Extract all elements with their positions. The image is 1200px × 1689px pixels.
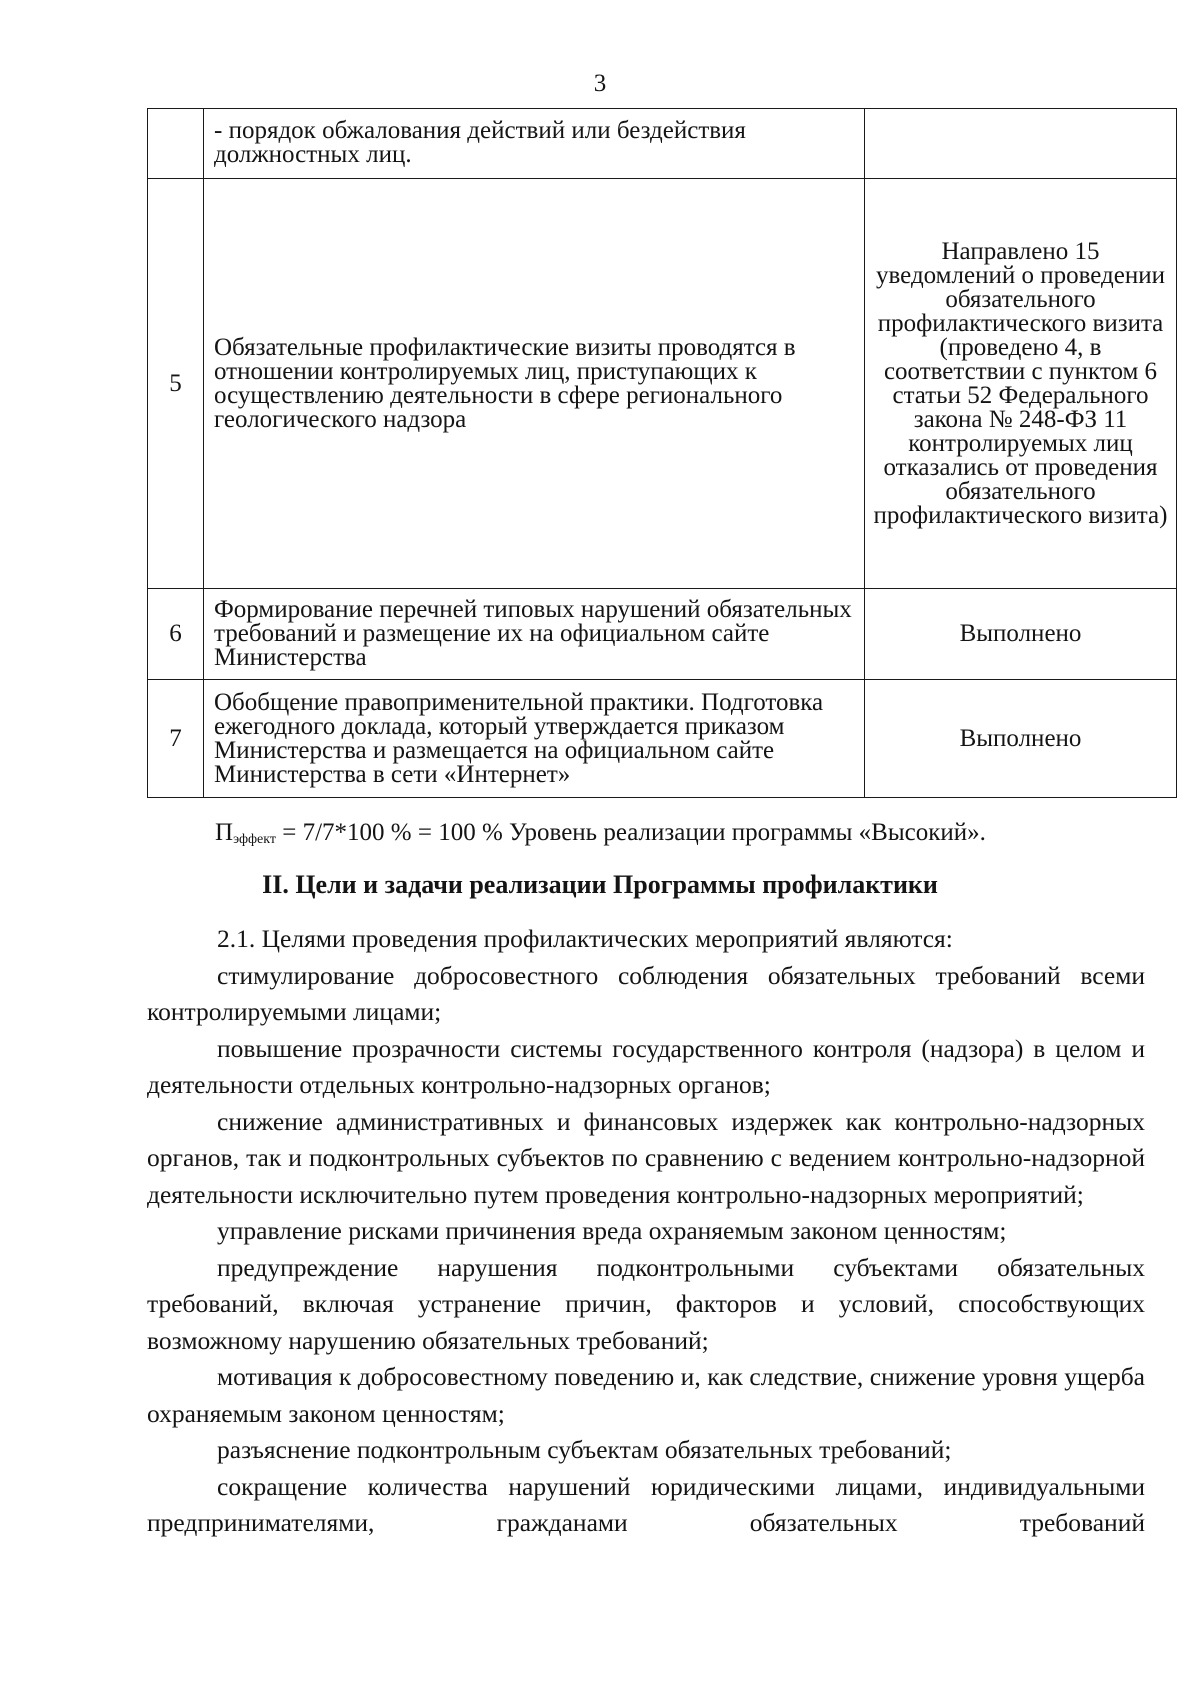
row-number: 5 — [148, 179, 204, 589]
paragraph: повышение прозрачности системы государственного контроля (надзора) в целом и деятельности отдельных контрольно-надзорных органов; — [147, 1033, 1145, 1099]
row-number: 7 — [148, 680, 204, 798]
row-description: Формирование перечней типовых нарушений обязательных требований и размещение их на официальном сайте Министерства — [204, 589, 865, 680]
section-heading: II. Цели и задачи реализации Программы профилактики — [262, 870, 938, 899]
measures-table — [147, 108, 1177, 798]
row-result — [865, 109, 1177, 179]
row-result: Направлено 15 уведомлений о проведении обязательного профилактического визита (проведено 4, в соответствии с пунктом 6 статьи 52 Федерального закона № 248-ФЗ 11 контролируемых лиц отказались от проведения обязательного профилактического визита) — [865, 179, 1177, 589]
row-number: 6 — [148, 589, 204, 680]
table-row — [148, 109, 1177, 179]
paragraph: предупреждение нарушения подконтрольными субъектами обязательных требований, включая устранение причин, факторов и условий, способствующих возможному нарушению обязательных требований; — [147, 1252, 1145, 1355]
row-description: Обязательные профилактические визиты проводятся в отношении контролируемых лиц, приступающих к осуществлению деятельности в сфере регионального геологического надзора — [204, 179, 865, 589]
paragraph: разъяснение подконтрольным субъектам обязательных требований; — [217, 1435, 952, 1464]
paragraph: сокращение количества нарушений юридическими лицами, индивидуальными предпринимателями, гражданами обязательных требований — [147, 1471, 1145, 1537]
formula-subscript: эффект — [233, 832, 276, 847]
paragraph: снижение административных и финансовых издержек как контрольно-надзорных органов, так и подконтрольных субъектов по сравнению с ведением контрольно-надзорной деятельности исключительно путем проведения контрольно-надзорных мероприятий; — [147, 1106, 1145, 1209]
formula-symbol: П — [215, 819, 234, 846]
row-result: Выполнено — [865, 589, 1177, 680]
table-row — [148, 589, 1177, 680]
page-number: 3 — [593, 70, 607, 97]
row-result: Выполнено — [865, 680, 1177, 798]
table-row — [148, 179, 1177, 589]
paragraph: 2.1. Целями проведения профилактических мероприятий являются: — [217, 924, 953, 953]
efficiency-formula — [215, 818, 1145, 855]
section-body — [147, 921, 1145, 1542]
table-row — [148, 680, 1177, 798]
formula-text: = 7/7*100 % = 100 % Уровень реализации программы «Высокий». — [276, 819, 986, 846]
row-description: - порядок обжалования действий или бездействия должностных лиц. — [204, 109, 865, 179]
paragraph: стимулирование добросовестного соблюдения обязательных требований всеми контролируемыми лицами; — [147, 960, 1145, 1026]
row-number — [148, 109, 204, 179]
paragraph: мотивация к добросовестному поведению и, как следствие, снижение уровня ущерба охраняемым законом ценностям; — [147, 1362, 1145, 1428]
row-description: Обобщение правоприменительной практики. Подготовка ежегодного доклада, который утверждается приказом Министерства и размещается на официальном сайте Министерства в сети «Интернет» — [204, 680, 865, 798]
paragraph: управление рисками причинения вреда охраняемым законом ценностям; — [217, 1216, 1007, 1245]
